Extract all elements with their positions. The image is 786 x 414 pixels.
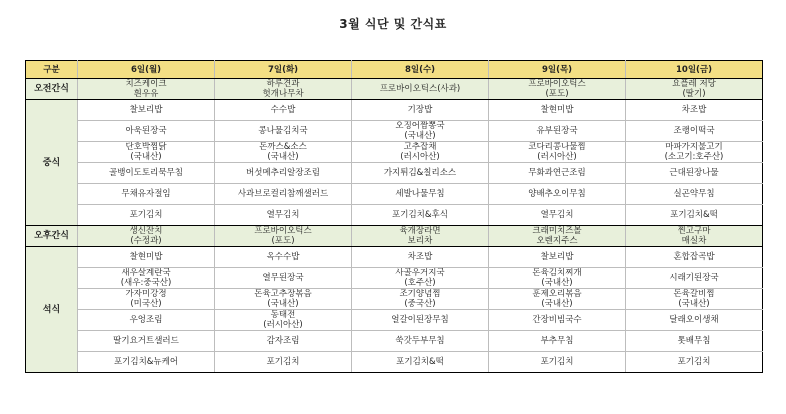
lunch-cell — [626, 121, 763, 142]
lunch-cell — [78, 184, 215, 205]
dinner-cell — [78, 289, 215, 310]
menu-item-text: (국내산) — [404, 131, 436, 141]
lunch-cell — [78, 100, 215, 121]
menu-item-text: (러시아산) — [400, 152, 440, 162]
menu-item-text: 오렌지주스 — [536, 236, 578, 246]
dinner-cell — [215, 331, 352, 352]
dinner-cell — [215, 268, 352, 289]
menu-item-text: 치즈케이크 — [125, 79, 167, 89]
menu-item-text: 찰보리밥 — [540, 252, 574, 262]
menu-item-text: (딸기) — [682, 89, 706, 99]
dinner-cell — [78, 310, 215, 331]
dinner-cell — [489, 352, 626, 373]
dinner-row — [26, 331, 763, 352]
lunch-cell — [78, 205, 215, 226]
dinner-cell — [626, 289, 763, 310]
lunch-cell — [215, 205, 352, 226]
menu-item-text: 수수밥 — [270, 105, 296, 115]
menu-item-text: (러시아산) — [263, 320, 303, 330]
dinner-cell — [352, 289, 489, 310]
meal-table — [25, 60, 763, 373]
menu-item-text: 마파가지불고기 — [665, 142, 723, 152]
header-day: 7일(화) — [215, 61, 352, 79]
dinner-cell — [489, 331, 626, 352]
menu-item-text: 쑥갓두부무침 — [395, 336, 445, 346]
menu-item-text: (러시아산) — [537, 152, 577, 162]
menu-item-text: 톳배무침 — [677, 336, 711, 346]
lunch-row — [26, 163, 763, 184]
menu-item-text: 딸기요거트샐러드 — [113, 336, 179, 346]
menu-item-text: 찰현미밥 — [540, 105, 574, 115]
menu-item-text: (새우:중국산) — [120, 278, 172, 288]
menu-item-text: 프로바이오틱스 — [528, 79, 586, 89]
menu-item-text: (호주산) — [404, 278, 436, 288]
menu-item-text: 무채유자절임 — [121, 189, 171, 199]
menu-item-text: 콩나물김치국 — [258, 126, 308, 136]
lunch-cell — [352, 100, 489, 121]
menu-item-text: 하루견과 — [266, 79, 300, 89]
menu-item-text: (미국산) — [130, 299, 162, 309]
menu-item-text: (포도) — [545, 89, 569, 99]
menu-item-text: 조랭이떡국 — [673, 126, 715, 136]
morning-snack-cell — [489, 79, 626, 100]
header-category: 구분 — [26, 61, 78, 79]
menu-item-text: 동태전 — [270, 310, 296, 320]
menu-item-text: (국내산) — [678, 299, 710, 309]
menu-item-text: 아욱된장국 — [125, 126, 167, 136]
dinner-cell — [626, 331, 763, 352]
lunch-cell — [215, 121, 352, 142]
menu-item-text: 사과브로컬리참깨샐러드 — [237, 189, 329, 199]
dinner-cell — [215, 310, 352, 331]
menu-item-text: 가자미강정 — [125, 289, 167, 299]
dinner-cell — [78, 331, 215, 352]
menu-item-text: 가지튀김&칠리소스 — [383, 168, 457, 178]
menu-item-text: 포기김치&후식 — [392, 210, 448, 220]
lunch-cell — [78, 121, 215, 142]
menu-item-text: 포기김치&떡 — [396, 357, 444, 367]
afternoon-snack-cell — [78, 226, 215, 247]
header-day: 9일(목) — [489, 61, 626, 79]
menu-item-text: 매실차 — [681, 236, 707, 246]
morning-snack-cell — [215, 79, 352, 100]
dinner-cell — [78, 247, 215, 268]
menu-item-text: 감자조림 — [266, 336, 300, 346]
dinner-cell — [489, 247, 626, 268]
dinner-row — [26, 268, 763, 289]
lunch-cell — [489, 205, 626, 226]
menu-item-text: 새우살계란국 — [121, 268, 171, 278]
menu-item-text: (국내산) — [541, 278, 573, 288]
lunch-cell — [215, 142, 352, 163]
menu-item-text: 돈육김치찌개 — [532, 268, 582, 278]
dinner-row — [26, 247, 763, 268]
morning-snack-cell — [78, 79, 215, 100]
lunch-row — [26, 184, 763, 205]
menu-item-text: 차조밥 — [681, 105, 707, 115]
menu-item-text: 프로바이오틱스 — [254, 226, 312, 236]
dinner-cell — [489, 289, 626, 310]
afternoon-snack-row — [26, 226, 763, 247]
lunch-cell — [78, 163, 215, 184]
menu-item-text: 포기김치 — [540, 357, 574, 367]
menu-item-text: 코다리콩나물찜 — [528, 142, 586, 152]
menu-item-text: 요플레 저당 — [672, 79, 716, 89]
dinner-cell — [215, 289, 352, 310]
menu-item-text: 흰우유 — [133, 89, 159, 99]
menu-item-text: 골뱅이도토리묵무침 — [109, 168, 183, 178]
menu-item-text: 육개장라면 — [399, 226, 441, 236]
lunch-cell — [489, 163, 626, 184]
menu-item-text: (국내산) — [541, 299, 573, 309]
menu-item-text: (국내산) — [130, 152, 162, 162]
dinner-label: 석식 — [26, 247, 78, 373]
menu-item-text: 프로바이오틱스(사과) — [379, 84, 461, 94]
menu-item-text: 찰보리밥 — [129, 105, 163, 115]
menu-item-text: 근대된장나물 — [669, 168, 719, 178]
menu-item-text: 포기김치 — [266, 357, 300, 367]
dinner-cell — [626, 247, 763, 268]
menu-item-text: 달래오이생채 — [669, 315, 719, 325]
header-day: 6일(월) — [78, 61, 215, 79]
lunch-cell — [352, 163, 489, 184]
dinner-cell — [626, 268, 763, 289]
afternoon-snack-cell — [489, 226, 626, 247]
menu-item-text: 찐고구마 — [677, 226, 711, 236]
menu-item-text: 단호박찜닭 — [125, 142, 167, 152]
menu-item-text: 돈육갈비찜 — [673, 289, 715, 299]
dinner-cell — [626, 352, 763, 373]
menu-item-text: (포도) — [271, 236, 295, 246]
menu-item-text: 우엉조림 — [129, 315, 163, 325]
lunch-cell — [489, 121, 626, 142]
menu-item-text: 시래기된장국 — [669, 273, 719, 283]
menu-item-text: 포기김치 — [129, 210, 163, 220]
dinner-cell — [215, 352, 352, 373]
table-header — [26, 61, 763, 79]
menu-item-text: 훈제오리볶음 — [532, 289, 582, 299]
afternoon-snack-cell — [626, 226, 763, 247]
lunch-cell — [626, 184, 763, 205]
dinner-row — [26, 352, 763, 373]
dinner-cell — [489, 310, 626, 331]
lunch-cell — [78, 142, 215, 163]
menu-item-text: (국내산) — [267, 152, 299, 162]
dinner-cell — [352, 268, 489, 289]
dinner-cell — [489, 268, 626, 289]
menu-item-text: 찰현미밥 — [129, 252, 163, 262]
lunch-row — [26, 121, 763, 142]
menu-item-text: 열무김치 — [540, 210, 574, 220]
menu-item-text: 기장밥 — [407, 105, 433, 115]
menu-item-text: 돈육고추장볶음 — [254, 289, 312, 299]
lunch-cell — [626, 163, 763, 184]
lunch-cell — [352, 205, 489, 226]
menu-item-text: 얼갈이된장무침 — [391, 315, 449, 325]
menu-item-text: 차조밥 — [407, 252, 433, 262]
morning-snack-cell — [626, 79, 763, 100]
lunch-row — [26, 205, 763, 226]
menu-item-text: 돈까스&소스 — [259, 142, 307, 152]
lunch-cell — [626, 205, 763, 226]
menu-item-text: 실곤약무침 — [673, 189, 715, 199]
morning-snack-row — [26, 79, 763, 100]
lunch-cell — [352, 121, 489, 142]
menu-item-text: 간장비빔국수 — [532, 315, 582, 325]
lunch-cell — [352, 142, 489, 163]
menu-item-text: (소고기:호주산) — [664, 152, 724, 162]
dinner-cell — [78, 268, 215, 289]
menu-item-text: 보리차 — [407, 236, 433, 246]
menu-item-text: 조기양념찜 — [399, 289, 441, 299]
menu-item-text: (수정과) — [130, 236, 162, 246]
menu-item-text: 버섯메추리알장조림 — [246, 168, 320, 178]
dinner-cell — [352, 247, 489, 268]
menu-item-text: 양배추오이무침 — [528, 189, 586, 199]
dinner-row — [26, 289, 763, 310]
dinner-cell — [352, 331, 489, 352]
menu-item-text: 열무된장국 — [262, 273, 304, 283]
menu-item-text: 포기김치 — [677, 357, 711, 367]
menu-item-text: 세발나물무침 — [395, 189, 445, 199]
header-day: 8일(수) — [352, 61, 489, 79]
lunch-cell — [215, 184, 352, 205]
lunch-cell — [489, 100, 626, 121]
lunch-label: 중식 — [26, 100, 78, 226]
lunch-cell — [352, 184, 489, 205]
header-day: 10일(금) — [626, 61, 763, 79]
menu-item-text: 열무김치 — [266, 210, 300, 220]
lunch-cell — [215, 100, 352, 121]
dinner-cell — [78, 352, 215, 373]
menu-item-text: 포기김치&떡 — [670, 210, 718, 220]
page-title: 3월 식단 및 간식표 — [339, 17, 447, 31]
menu-item-text: 고추잡채 — [403, 142, 437, 152]
lunch-row — [26, 142, 763, 163]
afternoon-snack-label: 오후간식 — [26, 226, 78, 247]
afternoon-snack-cell — [215, 226, 352, 247]
lunch-cell — [489, 142, 626, 163]
lunch-cell — [626, 142, 763, 163]
menu-item-text: 유부된장국 — [536, 126, 578, 136]
menu-item-text: 사골우거지국 — [395, 268, 445, 278]
menu-item-text: 오징어짬뽕국 — [395, 121, 445, 131]
menu-item-text: 포기김치&뉴케어 — [113, 357, 179, 367]
menu-item-text: 생신잔치 — [129, 226, 163, 236]
lunch-cell — [215, 163, 352, 184]
afternoon-snack-cell — [352, 226, 489, 247]
dinner-row — [26, 310, 763, 331]
menu-item-text: 옥수수밥 — [266, 252, 300, 262]
dinner-cell — [215, 247, 352, 268]
morning-snack-cell — [352, 79, 489, 100]
menu-item-text: 혼합잡곡밥 — [673, 252, 715, 262]
dinner-cell — [626, 310, 763, 331]
menu-item-text: 무화과연근조림 — [528, 168, 586, 178]
menu-item-text: 크래미치즈볼 — [532, 226, 582, 236]
dinner-cell — [352, 352, 489, 373]
menu-item-text: (국내산) — [267, 299, 299, 309]
menu-item-text: 헛개나무차 — [262, 89, 304, 99]
lunch-cell — [489, 184, 626, 205]
menu-item-text: (중국산) — [404, 299, 436, 309]
lunch-cell — [626, 100, 763, 121]
dinner-cell — [352, 310, 489, 331]
lunch-row — [26, 100, 763, 121]
menu-item-text: 부추무침 — [540, 336, 574, 346]
morning-snack-label: 오전간식 — [26, 79, 78, 100]
